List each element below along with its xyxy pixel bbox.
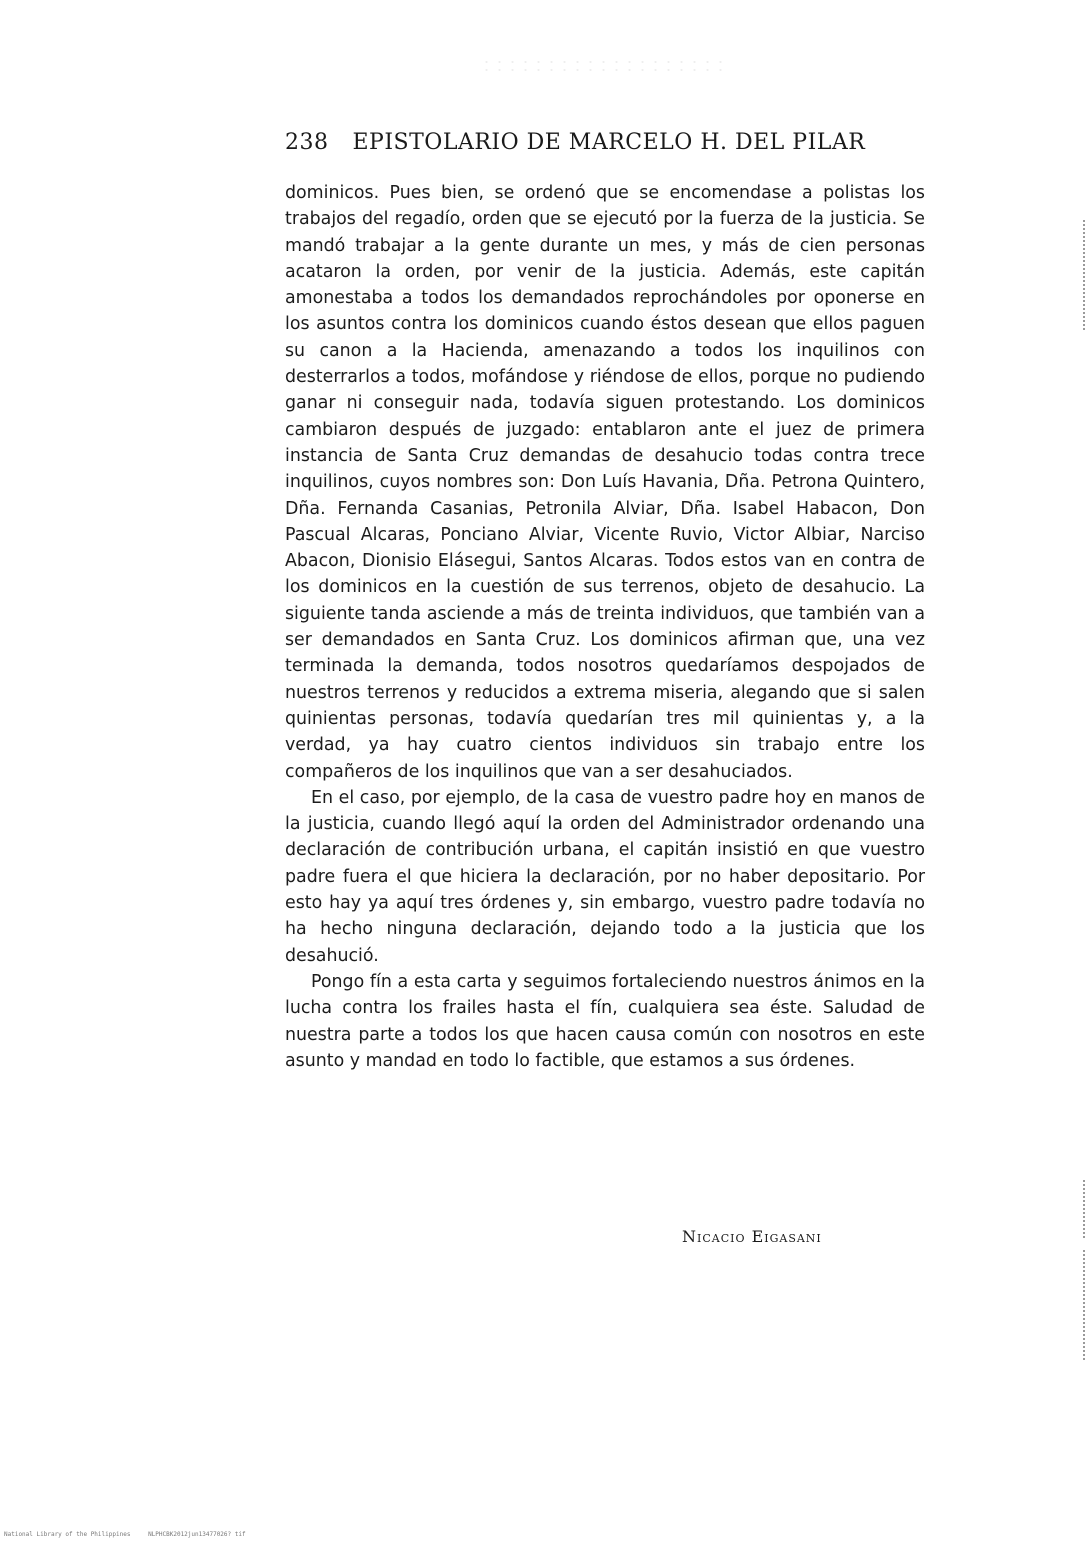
- letter-body: [285, 180, 925, 1074]
- page-header: [285, 130, 925, 155]
- scan-edge-artifact: [1083, 220, 1085, 330]
- paragraph-continuation: dominicos. Pues bien, se ordenó que se encomendase a polistas los trabajos del regadío, orden que se ejecutó por la fuerza de la justicia. Se mandó trabajar a la gente durante un mes, y más de cien personas acataron la orden, por venir de la justicia. Además, este capitán amonestaba a todos los demandados reprochándoles por oponerse en los asuntos contra los dominicos cuando éstos desean que ellos paguen su canon a la Hacienda, amenazando a todos los inquilinos con desterrarlos a todos, mofándose y riéndose de ellos, porque no pudiendo ganar ni conseguir nada, todavía siguen protestando. Los dominicos cambiaron después de juzgado: entablaron ante el juez de primera instancia de Santa Cruz demandas de desahucio todas contra trece inquilinos, cuyos nombres son: Don Luís Havania, Dña. Petrona Quintero, Dña. Fernanda Casanias, Petronila Alviar, Dña. Isabel Habacon, Don Pascual Alcaras, Ponciano Alviar, Vicente Ruvio, Victor Albiar, Narciso Abacon, Dionisio Elásegui, Santos Alcaras. Todos estos van en contra de los dominicos en la cuestión de sus terrenos, objeto de desahucio. La siguiente tanda asciende a más de treinta individuos, que también van a ser demandados en Santa Cruz. Los dominicos afirman que, una vez terminada la demanda, todos nosotros quedaríamos despojados de nuestros terrenos y reducidos a extrema miseria, alegando que si salen quinientas personas, todavía quedarían tres mil quinientas y, a la verdad, ya hay cuatro cientos individuos sin trabajo entre los compañeros de los inquilinos que van a ser desahuciados.: [285, 183, 925, 782]
- running-title: EPISTOLARIO DE MARCELO H. DEL PILAR: [352, 130, 866, 155]
- scan-edge-artifact: [1083, 1180, 1085, 1240]
- scan-edge-artifact: [1083, 1250, 1085, 1360]
- scan-footer-library: National Library of the Philippines: [4, 1531, 131, 1538]
- scan-footer: [4, 1531, 246, 1538]
- page-number: 238: [285, 130, 329, 155]
- paragraph: Pongo fín a esta carta y seguimos fortaleciendo nuestros ánimos en la lucha contra los frailes hasta el fín, cualquiera sea éste. Saludad de nuestra parte a todos los que hacen causa común con nosotros en este asunto y mandad en todo lo factible, que estamos a sus órdenes.: [285, 971, 925, 1071]
- signature: Nicacio Eigasani: [682, 1227, 822, 1246]
- scan-noise: [480, 58, 730, 74]
- paragraph: En el caso, por ejemplo, de la casa de vuestro padre hoy en manos de la justicia, cuando llegó aquí la orden del Administrador ordenando una declaración de contribución urbana, el capitán insistió en que vuestro padre fuera el que hiciera la declaración, por no haber depositario. Por esto hay ya aquí tres órdenes y, sin embargo, vuestro padre todavía no ha hecho ninguna declaración, dejando todo a la justicia que los desahució.: [285, 787, 925, 966]
- scan-footer-file-id: NLPHCBK2012jun13477026? tif: [148, 1531, 246, 1538]
